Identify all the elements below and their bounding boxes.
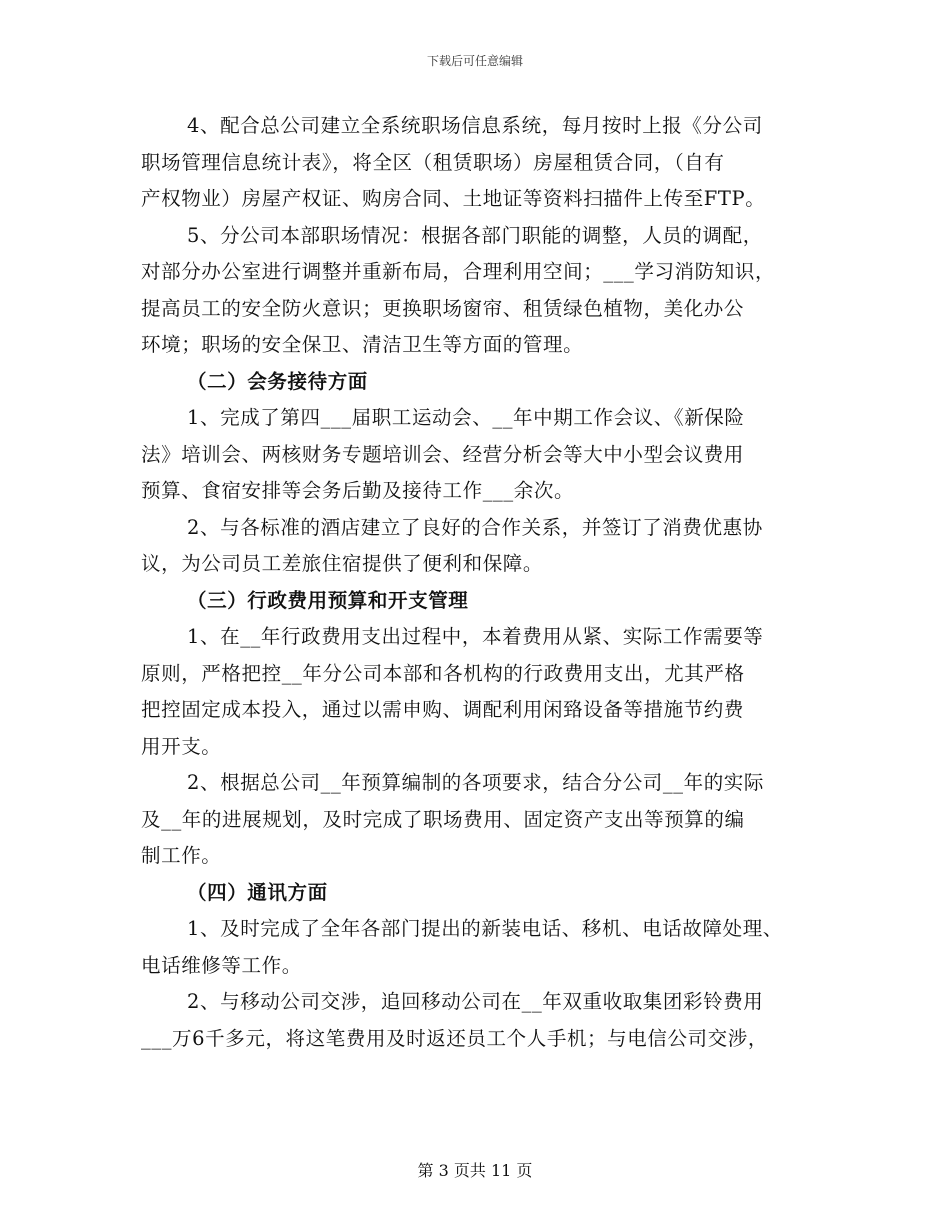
text-line: 用开支。 xyxy=(141,734,222,758)
text-line: 电话维修等工作。 xyxy=(141,953,302,977)
text-line: 制工作。 xyxy=(141,844,222,867)
text-line: 2、与各标准的酒店建立了良好的合作关系，并签订了消费优惠协 xyxy=(187,515,763,539)
text-line: 2、与移动公司交涉，追回移动公司在__年双重收取集团彩铃费用 xyxy=(187,990,764,1013)
text-line: 5、分公司本部职场情况：根据各部门职能的调整，人员的调配， xyxy=(187,223,763,247)
text-line: 对部分办公室进行调整并重新布局，合理利用空间；___学习消防知识， xyxy=(141,260,776,283)
section-heading: （三）行政费用预算和开支管理 xyxy=(187,588,469,612)
text-line: 原则，严格把控__年分公司本部和各机构的行政费用支出，尤其严格 xyxy=(141,661,745,685)
text-line: 1、完成了第四___届职工运动会、__年中期工作会议、《新保险 xyxy=(187,406,745,429)
section-heading: （四）通讯方面 xyxy=(187,880,328,904)
text-line: 提高员工的安全防火意识；更换职场窗帘、租赁绿色植物，美化办公 xyxy=(141,296,745,320)
text-line: 预算、食宿安排等会务后勤及接待工作___余次。 xyxy=(141,479,575,502)
section-heading: （二）会务接待方面 xyxy=(187,369,368,393)
text-line: ___万6千多元，将这笔费用及时返还员工个人手机；与电信公司交涉， xyxy=(141,1026,768,1050)
text-line: 把控固定成本投入，通过以需申购、调配利用闲臵设备等措施节约费 xyxy=(141,698,745,721)
text-line: 环境；职场的安全保卫、清洁卫生等方面的管理。 xyxy=(141,333,584,356)
text-line: 职场管理信息统计表》，将全区（租赁职场）房屋租赁合同，（自有 xyxy=(141,150,725,174)
text-line: 及__年的进展规划，及时完成了职场费用、固定资产支出等预算的编 xyxy=(141,807,745,831)
text-line: 4、配合总公司建立全系统职场信息系统，每月按时上报《分公司 xyxy=(187,114,763,137)
text-line: 议，为公司员工差旅住宿提供了便利和保障。 xyxy=(141,552,544,575)
text-line: 法》培训会、两核财务专题培训会、经营分析会等大中小型会议费用 xyxy=(141,442,745,466)
text-line: 1、在__年行政费用支出过程中，本着费用从紧、实际工作需要等 xyxy=(187,625,764,648)
text-line: 产权物业）房屋产权证、购房合同、土地证等资料扫描件上传至FTP。 xyxy=(141,187,766,210)
page-footer: 第 3 页共 11 页 xyxy=(417,1161,533,1180)
text-line: 2、根据总公司__年预算编制的各项要求，结合分公司__年的实际 xyxy=(187,771,765,794)
document-body xyxy=(141,108,821,1057)
page-header: 下载后可任意编辑 xyxy=(426,54,523,68)
text-line: 1、及时完成了全年各部门提出的新装电话、移机、电话故障处理、 xyxy=(187,917,783,940)
